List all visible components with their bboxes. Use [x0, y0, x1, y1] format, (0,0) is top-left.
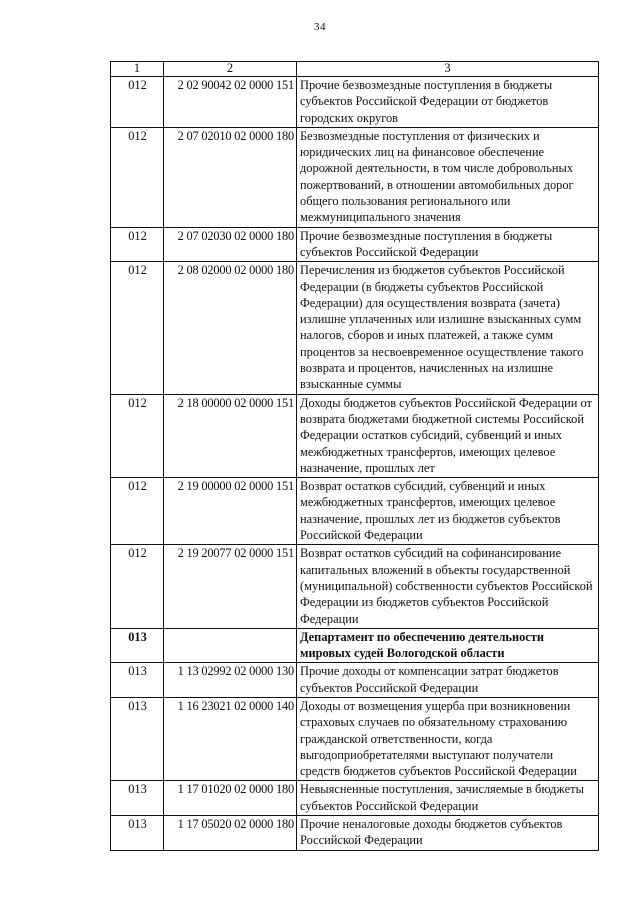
table-header-row [111, 62, 599, 77]
revenue-code-cell: 2 18 00000 02 0000 151 [164, 394, 297, 477]
table-row [111, 127, 599, 227]
revenue-code-cell: 2 07 02030 02 0000 180 [164, 227, 297, 262]
revenue-name-cell: Прочие доходы от компенсации затрат бюджетов субъектов Российской Федерации [297, 663, 599, 698]
table-row [111, 816, 599, 851]
administrator-code-cell: 012 [111, 478, 164, 545]
column-header-2: 2 [164, 62, 297, 77]
table-row [111, 262, 599, 394]
revenue-name-cell: Возврат остатков субсидий, субвенций и иных межбюджетных трансфертов, имеющих целевое назначение, прошлых лет из бюджетов субъектов Российской Федерации [297, 478, 599, 545]
table-row [111, 227, 599, 262]
revenue-code-cell [164, 628, 297, 663]
column-header-1: 1 [111, 62, 164, 77]
revenue-name-cell: Возврат остатков субсидий на софинансирование капитальных вложений в объекты государственной (муниципальной) собственности субъектов Российской Федерации из бюджетов субъектов Российской Федерации [297, 545, 599, 628]
budget-revenue-table [110, 61, 599, 851]
revenue-code-cell: 1 13 02992 02 0000 130 [164, 663, 297, 698]
revenue-name-cell: Невыясненные поступления, зачисляемые в бюджеты субъектов Российской Федерации [297, 781, 599, 816]
section-header-row [111, 628, 599, 663]
revenue-name-cell: Безвозмездные поступления от физических и юридических лиц на финансовое обеспечение дорожной деятельности, в том числе добровольных пожертвований, в отношении автомобильных дорог общего пользования регионального или межмуниципального значения [297, 127, 599, 227]
revenue-name-cell: Перечисления из бюджетов субъектов Российской Федерации (в бюджеты субъектов Российской Федерации) для осуществления возврата (зачета) излишне уплаченных или излишне взысканных сумм налогов, сборов и иных платежей, а также сумм процентов за несвоевременное осуществление такого возврата и процентов, начисленных на излишне взысканные суммы [297, 262, 599, 394]
revenue-code-cell: 1 17 01020 02 0000 180 [164, 781, 297, 816]
table-row [111, 394, 599, 477]
administrator-code-cell: 012 [111, 127, 164, 227]
section-title-cell: Департамент по обеспечению деятельности мировых судей Вологодской области [297, 628, 599, 663]
revenue-name-cell: Прочие безвозмездные поступления в бюджеты субъектов Российской Федерации [297, 227, 599, 262]
revenue-code-cell: 2 08 02000 02 0000 180 [164, 262, 297, 394]
column-header-3: 3 [297, 62, 599, 77]
revenue-name-cell: Прочие безвозмездные поступления в бюджеты субъектов Российской Федерации от бюджетов городских округов [297, 77, 599, 128]
revenue-code-cell: 2 19 20077 02 0000 151 [164, 545, 297, 628]
revenue-code-cell: 2 07 02010 02 0000 180 [164, 127, 297, 227]
page-number: 34 [314, 21, 326, 33]
administrator-code-cell: 012 [111, 262, 164, 394]
administrator-code-cell: 012 [111, 545, 164, 628]
revenue-name-cell: Доходы бюджетов субъектов Российской Федерации от возврата бюджетами бюджетной системы Российской Федерации остатков субсидий, субвенций и иных межбюджетных трансфертов, имеющих целевое назначение, прошлых лет [297, 394, 599, 477]
revenue-name-cell: Доходы от возмещения ущерба при возникновении страховых случаев по обязательному страхованию гражданской ответственности, когда выгодоприобретателями выступают получатели средств бюджетов субъектов Российской Федерации [297, 697, 599, 780]
table-row [111, 663, 599, 698]
revenue-code-cell: 1 17 05020 02 0000 180 [164, 816, 297, 851]
table-body [111, 77, 599, 851]
administrator-code-cell: 013 [111, 697, 164, 780]
table-row [111, 781, 599, 816]
administrator-code-cell: 013 [111, 663, 164, 698]
administrator-code-cell: 013 [111, 816, 164, 851]
administrator-code-cell: 012 [111, 77, 164, 128]
administrator-code-cell: 012 [111, 227, 164, 262]
table-row [111, 697, 599, 780]
table-row [111, 545, 599, 628]
revenue-code-cell: 1 16 23021 02 0000 140 [164, 697, 297, 780]
revenue-code-cell: 2 19 00000 02 0000 151 [164, 478, 297, 545]
revenue-code-cell: 2 02 90042 02 0000 151 [164, 77, 297, 128]
administrator-code-cell: 013 [111, 781, 164, 816]
administrator-code-cell: 013 [111, 628, 164, 663]
revenue-name-cell: Прочие неналоговые доходы бюджетов субъектов Российской Федерации [297, 816, 599, 851]
table-row [111, 77, 599, 128]
table-row [111, 478, 599, 545]
administrator-code-cell: 012 [111, 394, 164, 477]
